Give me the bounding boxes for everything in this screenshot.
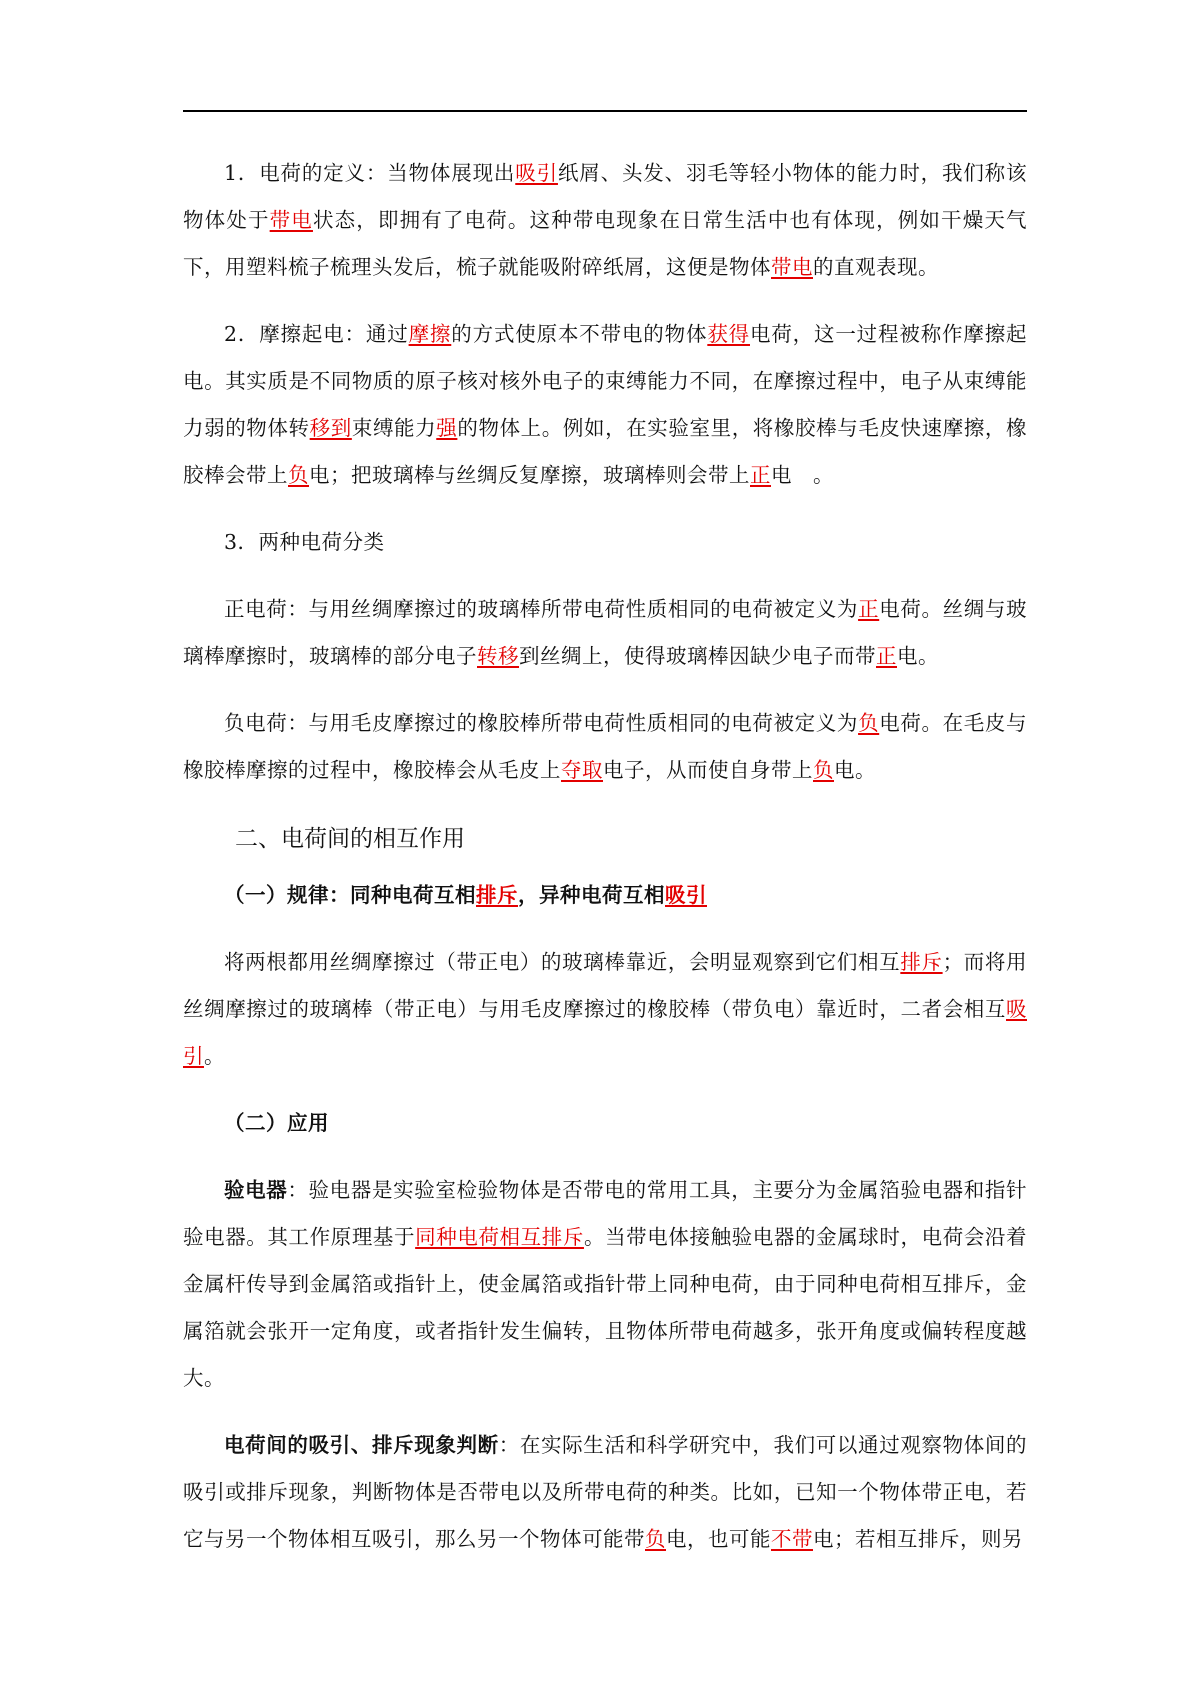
header-rule: [183, 110, 1027, 112]
subheading-rule: [183, 872, 1027, 919]
answer-blank: 吸引: [665, 883, 707, 907]
text: 电，也可能: [666, 1527, 771, 1551]
answer-blank: 带电: [269, 208, 313, 232]
text: 纸屑、头发、羽毛等轻小物体的能力时，我们称该物体处于: [183, 161, 1028, 232]
text: （一）规律：同种电荷互相: [224, 883, 476, 907]
text: 状态，即拥有了电荷。这种带电现象在日常生活中也有体现，例如干燥天气下，用塑料梳子梳理头发后，梳子就能吸附碎纸屑，这便是物体: [183, 208, 1028, 279]
paragraph-positive-charge: [183, 586, 1027, 680]
paragraph-electroscope: [183, 1167, 1027, 1402]
text: 电。: [897, 644, 939, 668]
answer-blank: 排斥: [476, 883, 518, 907]
text: 2．摩擦起电：通过: [224, 322, 409, 346]
answer-blank: 摩擦: [408, 322, 452, 346]
answer-blank: 负: [645, 1527, 666, 1551]
answer-blank: 带电: [771, 255, 813, 279]
paragraph-charge-definition: [183, 150, 1027, 291]
text: 的直观表现。: [813, 255, 939, 279]
text: 的物体上。例如，在实验室里，将橡胶棒与毛皮快速摩擦，橡胶棒会带上: [183, 416, 1028, 487]
text: 电荷，这一过程被称作摩擦起电。其实质是不同物质的原子核对核外电子的束缚能力不同，在摩擦过程中，电子从束缚能力弱的物体转: [183, 322, 1028, 440]
answer-blank: 获得: [707, 322, 750, 346]
answer-blank: 排斥: [900, 950, 943, 974]
answer-blank: 负: [288, 463, 309, 487]
answer-blank: 负: [858, 711, 880, 735]
text: 电 。: [771, 463, 834, 487]
paragraph-two-charge-types: 3．两种电荷分类: [224, 530, 385, 554]
answer-blank: 同种电荷相互排斥: [415, 1225, 584, 1249]
text: 的方式使原本不带电的物体: [451, 322, 708, 346]
section-heading-interaction: 二、电荷间的相互作用: [235, 826, 465, 852]
answer-blank: 强: [436, 416, 458, 440]
answer-blank: 夺取: [561, 758, 603, 782]
answer-blank: 不带: [771, 1527, 813, 1551]
answer-blank: 正: [858, 597, 880, 621]
text: 正电荷：与用丝绸摩擦过的玻璃棒所带电荷性质相同的电荷被定义为: [224, 597, 859, 621]
text: ，异种电荷互相: [518, 883, 665, 907]
subheading-application: （二）应用: [224, 1111, 329, 1135]
text: 将两根都用丝绸摩擦过（带正电）的玻璃棒靠近，会明显观察到它们相互: [224, 950, 901, 974]
text: ：验电器是实验室检验物体是否带电的常用工具，主要分为金属箔验电器和指针验电器。其工作原理基于: [183, 1178, 1027, 1249]
answer-blank: 转移: [477, 644, 519, 668]
text: 电。: [834, 758, 876, 782]
answer-blank: 正: [876, 644, 897, 668]
text: 电；若相互排斥，则另: [813, 1527, 1023, 1551]
text: 1．电荷的定义：当物体展现出: [224, 161, 516, 185]
paragraph-rule-example: [183, 939, 1027, 1080]
lead-term: 电荷间的吸引、排斥现象判断: [224, 1433, 499, 1457]
paragraph-friction-charging: [183, 311, 1027, 499]
text: 到丝绸上，使得玻璃棒因缺少电子而带: [519, 644, 876, 668]
text: 电；把玻璃棒与丝绸反复摩擦，玻璃棒则会带上: [309, 463, 750, 487]
text: 电荷。丝绸与玻璃棒摩擦时，玻璃棒的部分电子: [183, 597, 1028, 668]
lead-term: 验电器: [224, 1178, 288, 1202]
text: 负电荷：与用毛皮摩擦过的橡胶棒所带电荷性质相同的电荷被定义为: [224, 711, 859, 735]
answer-blank: 负: [813, 758, 834, 782]
paragraph-negative-charge: [183, 700, 1027, 794]
document-body: [183, 150, 1027, 1563]
answer-blank: 移到: [309, 416, 352, 440]
answer-blank: 吸引: [515, 161, 558, 185]
text: 电子，从而使自身带上: [603, 758, 813, 782]
answer-blank: 吸引: [183, 997, 1027, 1068]
text: 束缚能力: [351, 416, 437, 440]
answer-blank: 正: [750, 463, 771, 487]
text: 电荷。在毛皮与橡胶棒摩擦的过程中，橡胶棒会从毛皮上: [183, 711, 1028, 782]
text: 。当带电体接触验电器的金属球时，电荷会沿着金属杆传导到金属箔或指针上，使金属箔或指针带上同种电荷，由于同种电荷相互排斥，金属箔就会张开一定角度，或者指针发生偏转，且物体所带电荷越多，张开角度或偏转程度越大。: [183, 1225, 1028, 1390]
text: 。: [204, 1044, 225, 1068]
text: ：在实际生活和科学研究中，我们可以通过观察物体间的吸引或排斥现象，判断物体是否带电以及所带电荷的种类。比如，已知一个物体带正电，若它与另一个物体相互吸引，那么另一个物体可能带: [183, 1433, 1028, 1551]
text: ；而将用丝绸摩擦过的玻璃棒（带正电）与用毛皮摩擦过的橡胶棒（带负电）靠近时，二者会相互: [183, 950, 1028, 1021]
paragraph-judgement: [183, 1422, 1027, 1563]
